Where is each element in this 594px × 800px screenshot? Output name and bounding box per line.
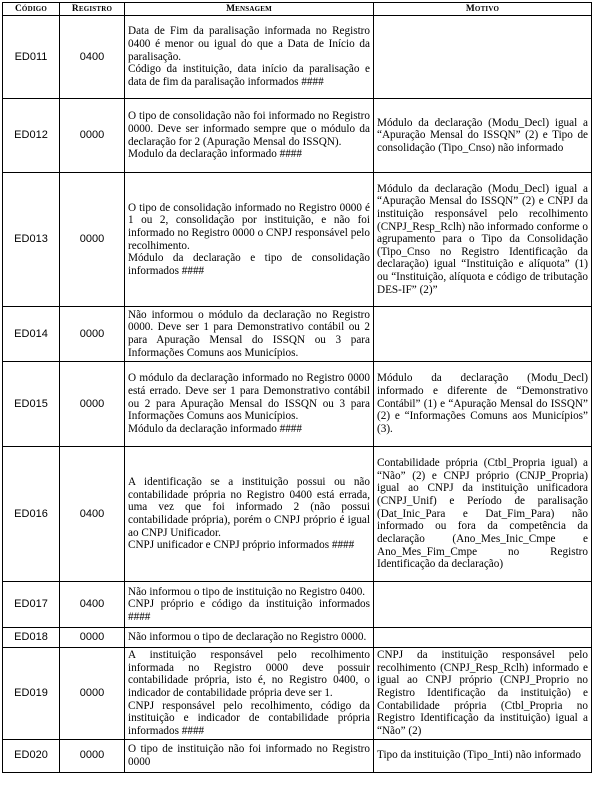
table-body — [3, 16, 592, 773]
mensagem-paragraph: O tipo de instituição não foi informado no Registro 0000 — [128, 742, 370, 768]
cell-mensagem — [125, 648, 374, 740]
table-row — [3, 582, 592, 628]
header-codigo: Código — [3, 3, 60, 16]
cell-codigo: ED013 — [3, 173, 60, 307]
cell-motivo — [374, 582, 592, 628]
cell-codigo: ED014 — [3, 307, 60, 362]
cell-mensagem — [125, 362, 374, 447]
cell-motivo — [374, 307, 592, 362]
table-row — [3, 447, 592, 582]
table-row — [3, 362, 592, 447]
mensagem-paragraph: Data de Fim da paralisação informada no Registro 0400 é menor ou igual do que a Data de Início da paralisação. — [128, 25, 370, 63]
mensagem-paragraph: O tipo de consolidação não foi informado no Registro 0000. Deve ser informado sempre que o módulo da declaração for 2 (Apuração Mensal do ISSQN). — [128, 110, 370, 148]
cell-registro: 0000 — [60, 628, 125, 648]
mensagem-paragraph: Código da instituição, data início da paralisação e data de fim da paralisação informados #### — [128, 63, 370, 88]
cell-mensagem — [125, 739, 374, 772]
error-codes-table — [2, 2, 592, 773]
mensagem-paragraph: Não informou o módulo da declaração no Registro 0000. Deve ser 1 para Demonstrativo contábil ou 2 para Apuração Mensal do ISSQN ou 3 para Informações Comuns aos Municípios. — [128, 308, 370, 359]
table-row — [3, 16, 592, 99]
cell-mensagem — [125, 447, 374, 582]
cell-registro: 0000 — [60, 99, 125, 173]
table-row — [3, 173, 592, 307]
mensagem-paragraph: Não informou o tipo de instituição no Registro 0400. — [128, 585, 366, 598]
cell-registro: 0400 — [60, 582, 125, 628]
cell-mensagem — [125, 16, 374, 99]
cell-codigo: ED018 — [3, 628, 60, 648]
cell-registro: 0000 — [60, 173, 125, 307]
cell-mensagem — [125, 628, 374, 648]
mensagem-paragraph: O tipo de consolidação informado no Registro 0000 é 1 ou 2, consolidação por instituição, e não foi informado no Registro 0000 o CNPJ responsável pelo recolhimento. — [128, 201, 370, 252]
mensagem-paragraph: A instituição responsável pelo recolhimento informada no Registro 0000 deve possuir contabilidade própria, isto é, no Registro 0400, o indicador de contabilidade própria deve ser 1. — [128, 649, 370, 699]
cell-motivo: Módulo da declaração (Modu_Decl) igual a “Apuração Mensal do ISSQN” (2) e CNPJ da instituição responsável pelo recolhimento (CNPJ_Resp_Rclh) não informado conforme o agrupamento para o Tipo da Consolidação (Tipo_Cnso no Registro Identificação da declaração) igual “Instituição e alíquota” (1) ou “Instituição, alíquota e código de tributação DES-IF” (2)” — [374, 173, 592, 307]
cell-mensagem — [125, 99, 374, 173]
cell-codigo: ED011 — [3, 16, 60, 99]
mensagem-paragraph: Módulo da declaração e tipo de consolidação informados #### — [128, 252, 370, 277]
cell-motivo — [374, 628, 592, 648]
cell-registro: 0000 — [60, 362, 125, 447]
cell-registro: 0000 — [60, 307, 125, 362]
mensagem-paragraph: CNPJ responsável pelo recolhimento, código da instituição e indicador de contabilidade própria informados #### — [128, 699, 370, 737]
cell-registro: 0400 — [60, 16, 125, 99]
mensagem-paragraph: CNPJ unificador e CNPJ próprio informados #### — [128, 539, 355, 552]
cell-motivo: Módulo da declaração (Modu_Decl) informado e diferente de “Demonstrativo Contábil” (1) e “Apuração Mensal do ISSQN” (2) e “Informações Comuns aos Municípios” (3). — [374, 362, 592, 447]
table-row — [3, 648, 592, 740]
header-registro: Registro — [60, 3, 125, 16]
table-row — [3, 739, 592, 772]
cell-registro: 0000 — [60, 739, 125, 772]
mensagem-paragraph: Módulo da declaração informado #### — [128, 422, 302, 435]
mensagem-paragraph: Modulo da declaração informado #### — [128, 148, 302, 161]
table-header-row — [3, 3, 592, 16]
cell-codigo: ED016 — [3, 447, 60, 582]
header-motivo: Motivo — [374, 3, 592, 16]
table-row — [3, 628, 592, 648]
table-row — [3, 307, 592, 362]
cell-mensagem — [125, 307, 374, 362]
mensagem-paragraph: Não informou o tipo de declaração no Registro 0000. — [128, 631, 367, 644]
cell-motivo: CNPJ da instituição responsável pelo recolhimento (CNPJ_Resp_Rclh) informado e igual ao CNPJ próprio (CNPJ_Proprio no Registro Identificação da instituição) e Contabilidade própria (Ctbl_Propria no Registro Identificação da instituição) igual a “Não” (2) — [374, 648, 592, 740]
table-row — [3, 99, 592, 173]
mensagem-paragraph: CNPJ próprio e código da instituição informados #### — [128, 598, 370, 623]
cell-codigo: ED019 — [3, 648, 60, 740]
cell-mensagem — [125, 582, 374, 628]
mensagem-paragraph: O módulo da declaração informado no Registro 0000 está errado. Deve ser 1 para Demonstrativo contábil ou 2 para Apuração Mensal do ISSQN ou 3 para Informações Comuns aos Municípios. — [128, 372, 370, 423]
cell-motivo — [374, 16, 592, 99]
cell-registro: 0400 — [60, 447, 125, 582]
header-mensagem: Mensagem — [125, 3, 374, 16]
cell-mensagem — [125, 173, 374, 307]
cell-codigo: ED015 — [3, 362, 60, 447]
cell-codigo: ED020 — [3, 739, 60, 772]
mensagem-paragraph: A identificação se a instituição possui ou não contabilidade própria no Registro 0400 está errada, uma vez que foi informado 2 (não possui contabilidade própria), porém o CNPJ próprio é igual ao CNPJ Unificador. — [128, 476, 370, 539]
cell-registro: 0000 — [60, 648, 125, 740]
cell-motivo: Contabilidade própria (Ctbl_Propria igual) a “Não” (2) e CNPJ próprio (CNJP_Propria) igual ao CNPJ da instituição unificadora (CNPJ_Unif) e Período de paralisação (Dat_Inic_Para e Dat_Fim_Para) não informado ou fora da competência da declaração (Ano_Mes_Inic_Cmpe e Ano_Mes_Fim_Cmpe no Registro Identificação da declaração) — [374, 447, 592, 582]
cell-codigo: ED012 — [3, 99, 60, 173]
cell-motivo: Tipo da instituição (Tipo_Inti) não informado — [374, 739, 592, 772]
cell-motivo: Módulo da declaração (Modu_Decl) igual a “Apuração Mensal do ISSQN” (2) e Tipo de consolidação (Tipo_Cnso) não informado — [374, 99, 592, 173]
cell-codigo: ED017 — [3, 582, 60, 628]
